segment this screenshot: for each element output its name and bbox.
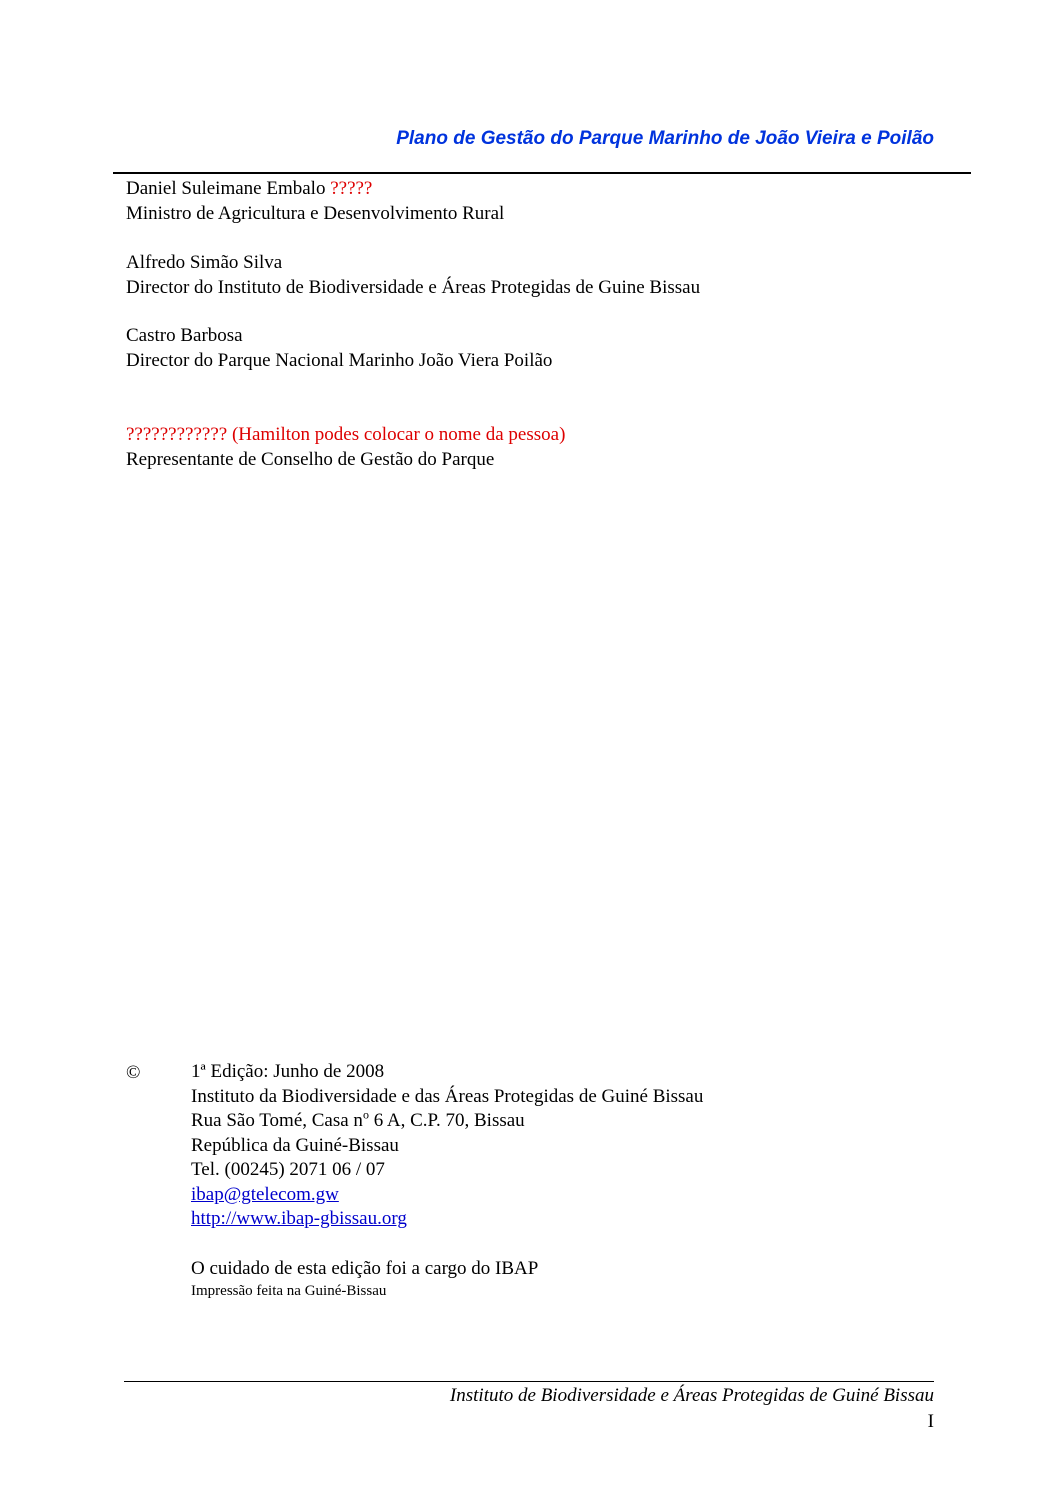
signatory-block-2 [126, 250, 700, 300]
country-line: República da Guiné-Bissau [191, 1134, 399, 1156]
signatory-name: Alfredo Simão Silva [126, 252, 283, 273]
placeholder-note: ????? [330, 178, 373, 199]
address-part: 6 A, C.P. 70, Bissau [368, 1110, 525, 1131]
address-line [191, 1109, 703, 1134]
colophon-details [191, 1060, 703, 1232]
signatory-role: Director do Instituto de Biodiversidade e Áreas Protegidas de Guine Bissau [126, 277, 701, 298]
page-number: I [927, 1411, 934, 1432]
footer-rule [124, 1381, 934, 1382]
email-link[interactable]: ibap@gtelecom.gw [191, 1183, 339, 1205]
edition-line: 1ª Edição: Junho de 2008 [191, 1061, 385, 1082]
signatory-name-line [126, 176, 504, 201]
signatory-role: Director do Parque Nacional Marinho João Viera Poilão [126, 350, 553, 371]
address-superscript: o [362, 1107, 369, 1122]
signatory-name: Castro Barbosa [126, 325, 243, 346]
website-line-wrap [191, 1207, 703, 1232]
header-rule [113, 172, 971, 174]
copyright-symbol: © [126, 1062, 141, 1083]
signatory-block-4 [126, 422, 565, 472]
signatory-role: Representante de Conselho de Gestão do Parque [126, 449, 495, 470]
signatory-role: Ministro de Agricultura e Desenvolvimento Rural [126, 203, 505, 224]
signatory-name: Daniel Suleimane Embalo [126, 178, 326, 199]
signatory-block-1 [126, 176, 504, 226]
address-part: Rua São Tomé, Casa n [191, 1110, 363, 1131]
institution-line: Instituto da Biodiversidade e das Áreas Protegidas de Guiné Bissau [191, 1085, 704, 1107]
signatory-block-3 [126, 323, 552, 373]
edition-care-line: O cuidado de esta edição foi a cargo do IBAP [191, 1258, 539, 1279]
running-footer-text: Instituto de Biodiversidade e Áreas Protegidas de Guiné Bissau [449, 1385, 934, 1406]
phone-line: Tel. (00245) 2071 06 / 07 [191, 1159, 385, 1180]
email-line-wrap [191, 1183, 703, 1208]
running-header-title: Plano de Gestão do Parque Marinho de João Vieira e Poilão [396, 128, 934, 149]
printing-note: Impressão feita na Guiné-Bissau [191, 1283, 387, 1299]
website-link[interactable]: http://www.ibap-gbissau.org [191, 1208, 407, 1229]
signatory-name-placeholder: ???????????? (Hamilton podes colocar o nome da pessoa) [126, 424, 566, 445]
